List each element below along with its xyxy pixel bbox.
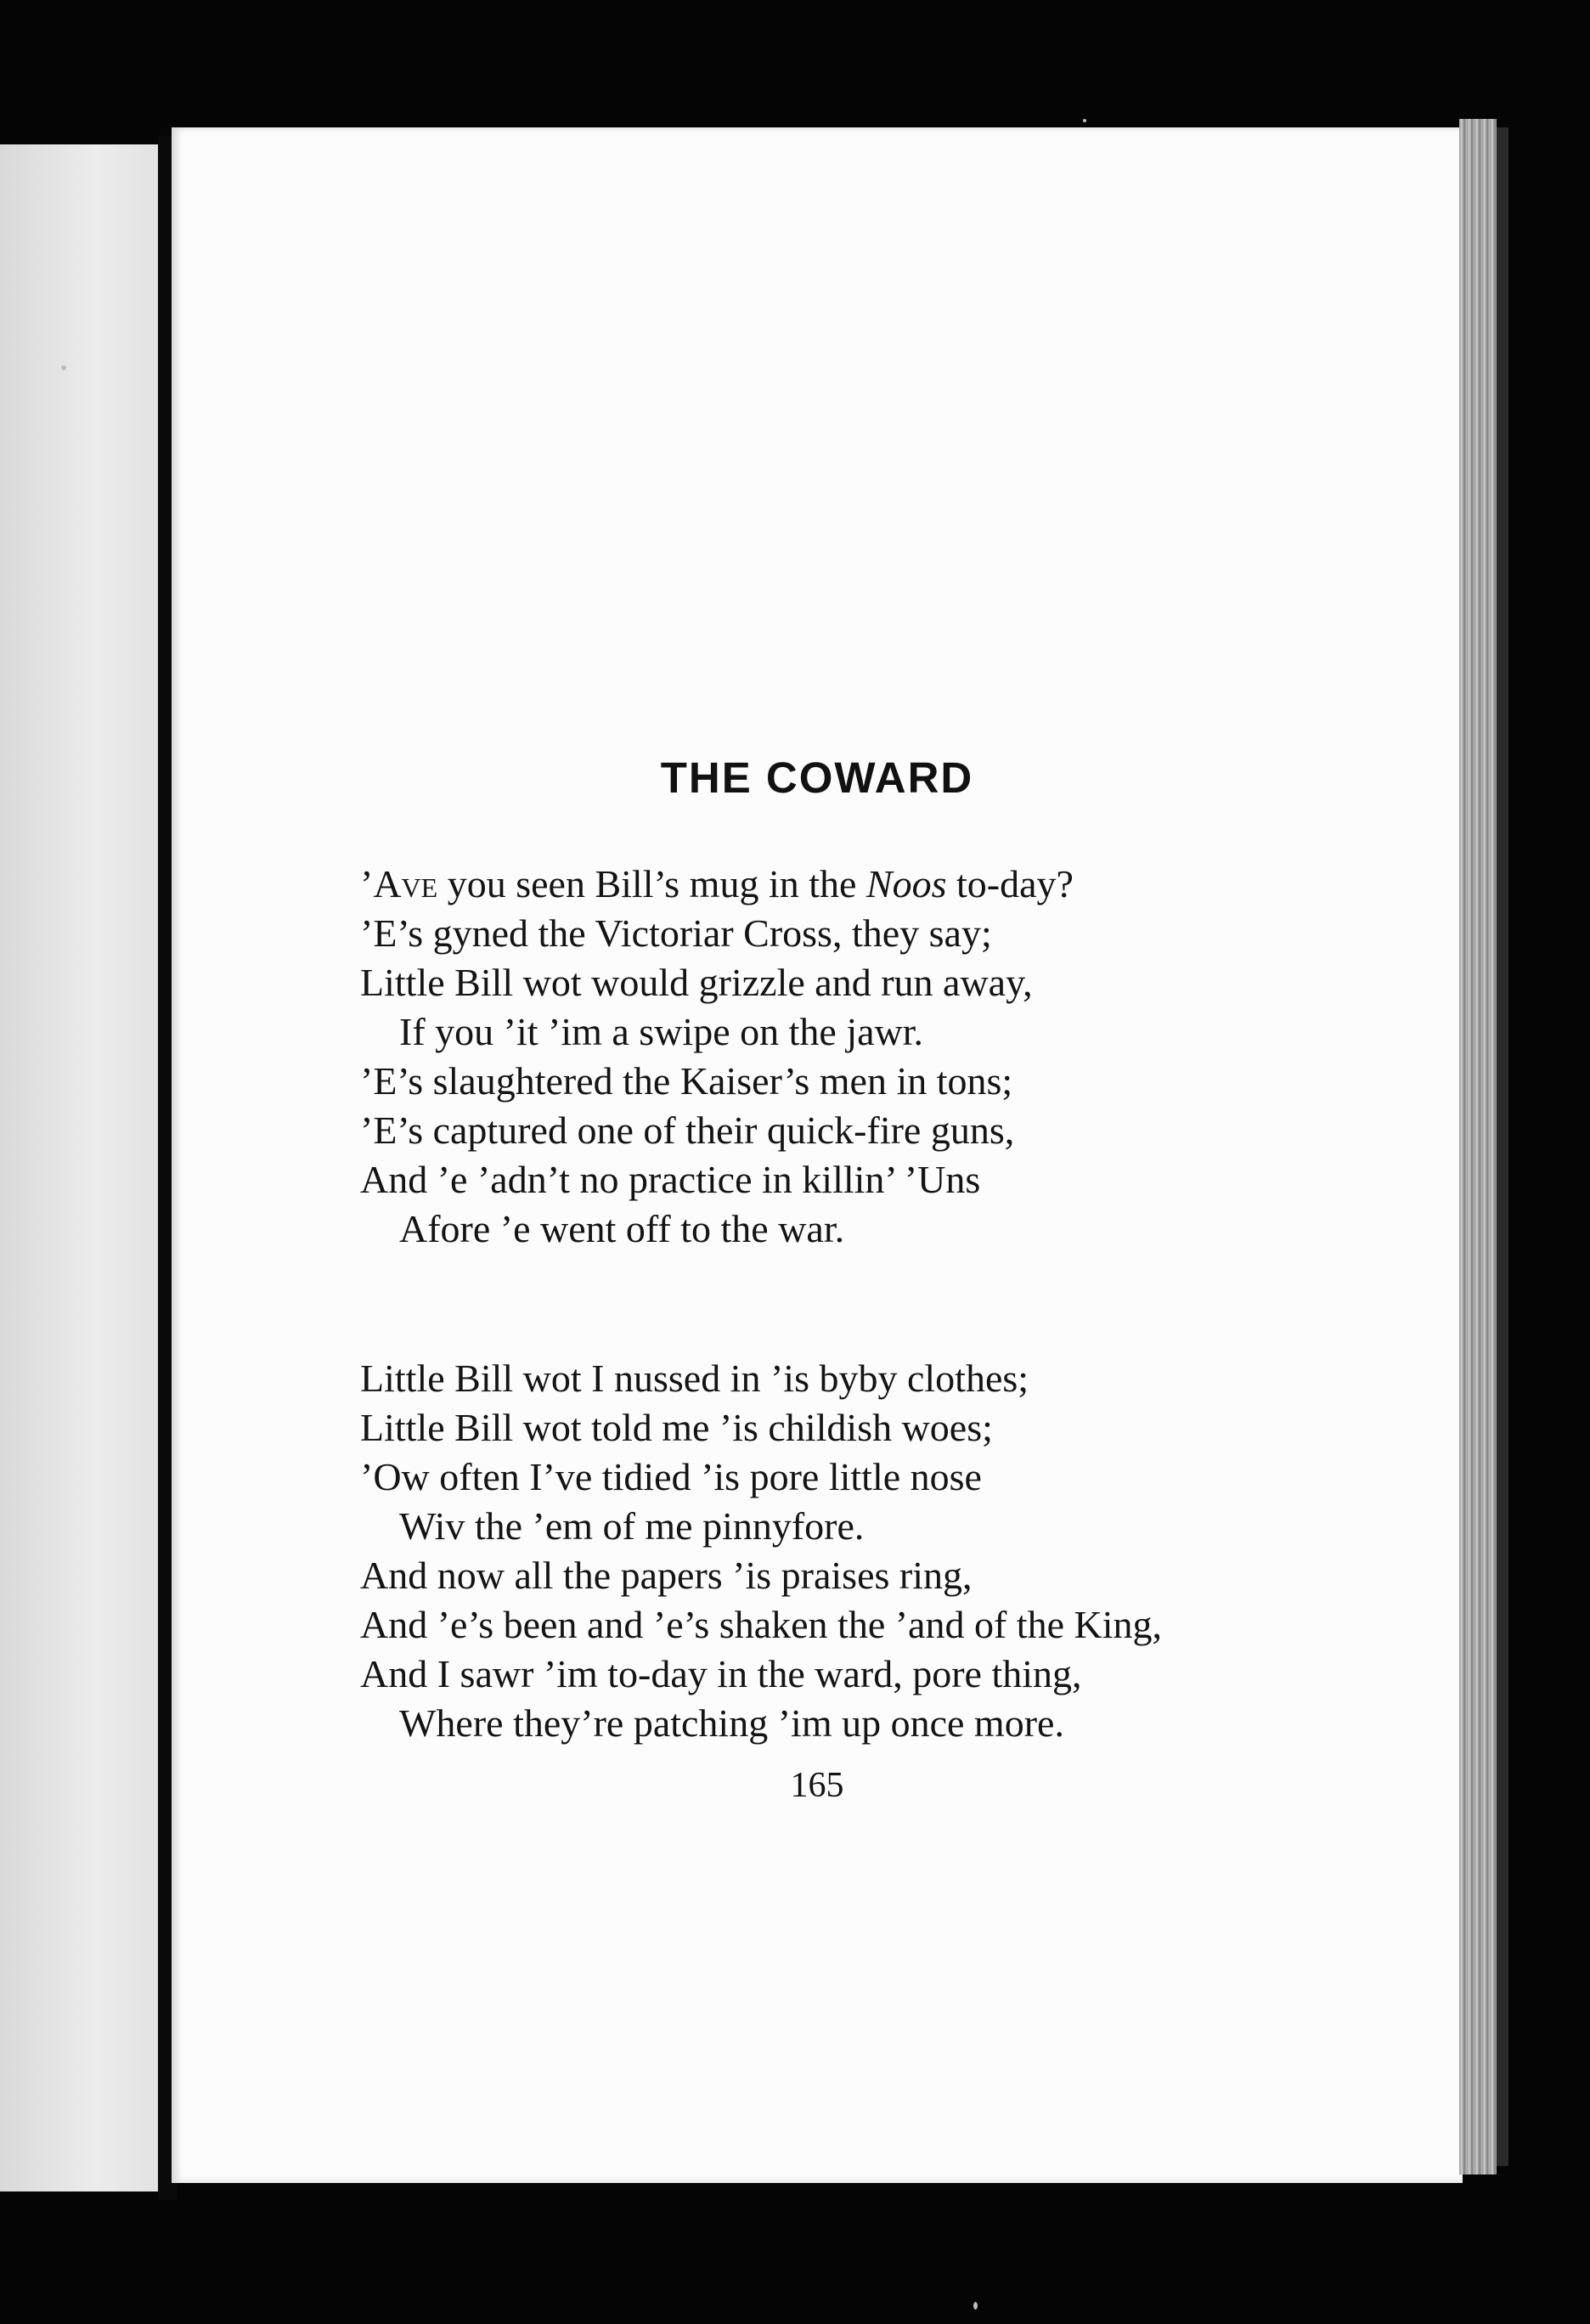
poem-line-indented: If you ’it ’im a swipe on the jawr. [399,1010,924,1053]
poem-line: ’E’s gyned the Victoriar Cross, they say; [360,911,992,955]
poem-line-indented: Afore ’e went off to the war. [399,1207,845,1250]
poem-line: And now all the papers ’is praises ring, [360,1554,973,1597]
speck [973,2302,978,2310]
poem-line: ’E’s slaughtered the Kaiser’s men in tons; [360,1059,1013,1103]
small-caps-opening: Ave [373,862,438,905]
poem-line: Little Bill wot told me ’is childish woes; [360,1406,993,1449]
poem-line-indented: Where they’re patching ’im up once more. [399,1701,1064,1745]
page-number: 165 [790,1766,844,1805]
speck [61,365,66,370]
italic-word: Noos [865,862,947,905]
line-text: you seen Bill’s mug in the [437,862,866,905]
poem-line: And ’e ’adn’t no practice in killin’ ’Uns [360,1158,981,1201]
poem-line: And I sawr ’im to-day in the ward, pore thing, [360,1652,1082,1695]
line-text: to-day? [946,862,1074,905]
page-stack-shadow [1497,127,1508,2166]
poem-line: Little Bill wot would grizzle and run away, [360,961,1033,1004]
speck [1083,119,1086,122]
opening-apostrophe: ’ [360,862,374,905]
poem-line: And ’e’s been and ’e’s shaken the ’and of the King, [360,1603,1162,1646]
poem-title: THE COWARD [660,753,974,802]
poem-line-indented: Wiv the ’em of me pinnyfore. [399,1504,865,1548]
poem-line: Little Bill wot I nussed in ’is byby clothes; [360,1357,1029,1400]
page-stack-edge [1459,119,1497,2175]
stanza-2 [360,1354,1294,1748]
previous-page-edge [0,144,161,2191]
poem-line: ’E’s captured one of their quick-fire guns, [360,1108,1015,1152]
stanza-1 [360,860,1294,1254]
poem-line-1 [360,860,1294,909]
poem-line: ’Ow often I’ve tidied ’is pore little nose [360,1455,982,1498]
